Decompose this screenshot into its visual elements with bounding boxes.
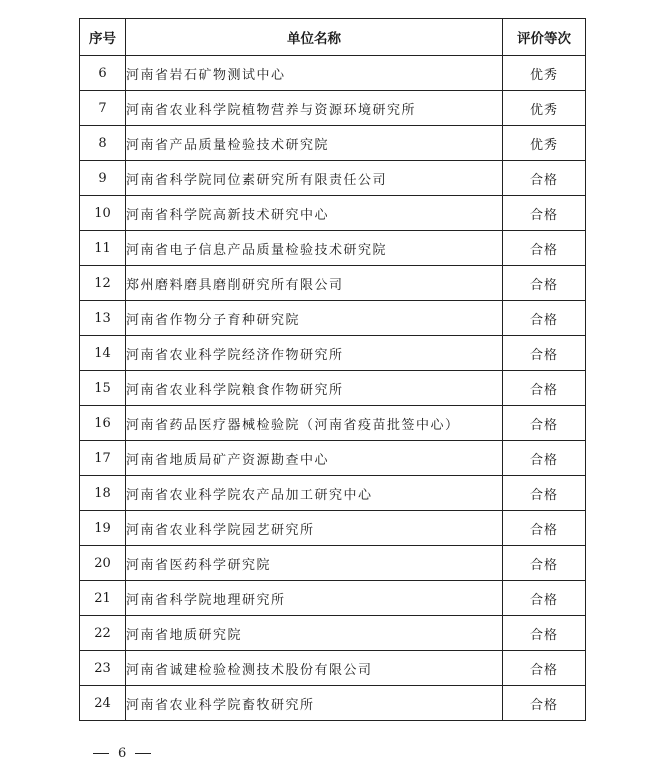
cell-grade: 优秀 <box>503 91 586 126</box>
table-row <box>80 616 586 651</box>
cell-unit-name: 河南省医药科学研究院 <box>126 546 503 581</box>
cell-index: 23 <box>80 651 126 686</box>
cell-unit-name: 河南省电子信息产品质量检验技术研究院 <box>126 231 503 266</box>
cell-unit-name: 河南省科学院地理研究所 <box>126 581 503 616</box>
cell-grade: 合格 <box>503 266 586 301</box>
cell-grade: 合格 <box>503 231 586 266</box>
cell-grade: 合格 <box>503 511 586 546</box>
cell-unit-name: 河南省地质局矿产资源勘查中心 <box>126 441 503 476</box>
table-row <box>80 371 586 406</box>
table-row <box>80 651 586 686</box>
cell-grade: 合格 <box>503 196 586 231</box>
table-body <box>80 56 586 721</box>
cell-unit-name: 河南省农业科学院农产品加工研究中心 <box>126 476 503 511</box>
table-row <box>80 476 586 511</box>
cell-index: 12 <box>80 266 126 301</box>
table-row <box>80 231 586 266</box>
table-row <box>80 91 586 126</box>
cell-index: 9 <box>80 161 126 196</box>
page-footer <box>93 746 151 761</box>
cell-index: 8 <box>80 126 126 161</box>
cell-unit-name: 河南省作物分子育种研究院 <box>126 301 503 336</box>
cell-index: 16 <box>80 406 126 441</box>
cell-index: 18 <box>80 476 126 511</box>
cell-grade: 合格 <box>503 371 586 406</box>
cell-unit-name: 郑州磨料磨具磨削研究所有限公司 <box>126 266 503 301</box>
cell-unit-name: 河南省地质研究院 <box>126 616 503 651</box>
cell-index: 13 <box>80 301 126 336</box>
cell-index: 10 <box>80 196 126 231</box>
evaluation-table <box>79 18 586 721</box>
cell-unit-name: 河南省科学院同位素研究所有限责任公司 <box>126 161 503 196</box>
cell-unit-name: 河南省产品质量检验技术研究院 <box>126 126 503 161</box>
header-index: 序号 <box>80 19 126 56</box>
footer-dash-right <box>135 753 151 754</box>
table-row <box>80 441 586 476</box>
cell-unit-name: 河南省农业科学院园艺研究所 <box>126 511 503 546</box>
cell-index: 7 <box>80 91 126 126</box>
cell-grade: 合格 <box>503 686 586 721</box>
cell-index: 15 <box>80 371 126 406</box>
cell-grade: 合格 <box>503 161 586 196</box>
cell-index: 19 <box>80 511 126 546</box>
table-row <box>80 336 586 371</box>
cell-unit-name: 河南省诚建检验检测技术股份有限公司 <box>126 651 503 686</box>
cell-grade: 优秀 <box>503 126 586 161</box>
cell-index: 21 <box>80 581 126 616</box>
cell-grade: 合格 <box>503 406 586 441</box>
cell-index: 24 <box>80 686 126 721</box>
cell-unit-name: 河南省药品医疗器械检验院（河南省疫苗批签中心） <box>126 406 503 441</box>
cell-unit-name: 河南省科学院高新技术研究中心 <box>126 196 503 231</box>
cell-unit-name: 河南省农业科学院粮食作物研究所 <box>126 371 503 406</box>
table-row <box>80 546 586 581</box>
header-unit-name: 单位名称 <box>126 19 503 56</box>
page-number: 6 <box>118 746 127 761</box>
cell-grade: 合格 <box>503 441 586 476</box>
cell-grade: 合格 <box>503 336 586 371</box>
table-row <box>80 581 586 616</box>
cell-index: 22 <box>80 616 126 651</box>
cell-unit-name: 河南省农业科学院经济作物研究所 <box>126 336 503 371</box>
cell-index: 20 <box>80 546 126 581</box>
cell-grade: 合格 <box>503 616 586 651</box>
cell-grade: 合格 <box>503 546 586 581</box>
table-row <box>80 301 586 336</box>
cell-grade: 合格 <box>503 476 586 511</box>
cell-grade: 合格 <box>503 651 586 686</box>
footer-dash-left <box>93 753 109 754</box>
cell-index: 14 <box>80 336 126 371</box>
header-grade: 评价等次 <box>503 19 586 56</box>
cell-grade: 合格 <box>503 581 586 616</box>
cell-grade: 优秀 <box>503 56 586 91</box>
cell-index: 6 <box>80 56 126 91</box>
cell-grade: 合格 <box>503 301 586 336</box>
cell-unit-name: 河南省农业科学院畜牧研究所 <box>126 686 503 721</box>
cell-unit-name: 河南省农业科学院植物营养与资源环境研究所 <box>126 91 503 126</box>
table-row <box>80 686 586 721</box>
table-row <box>80 266 586 301</box>
cell-unit-name: 河南省岩石矿物测试中心 <box>126 56 503 91</box>
table-row <box>80 56 586 91</box>
table-row <box>80 511 586 546</box>
table-row <box>80 406 586 441</box>
table-header-row <box>80 19 586 56</box>
table-row <box>80 196 586 231</box>
cell-index: 11 <box>80 231 126 266</box>
table-row <box>80 161 586 196</box>
table-row <box>80 126 586 161</box>
cell-index: 17 <box>80 441 126 476</box>
